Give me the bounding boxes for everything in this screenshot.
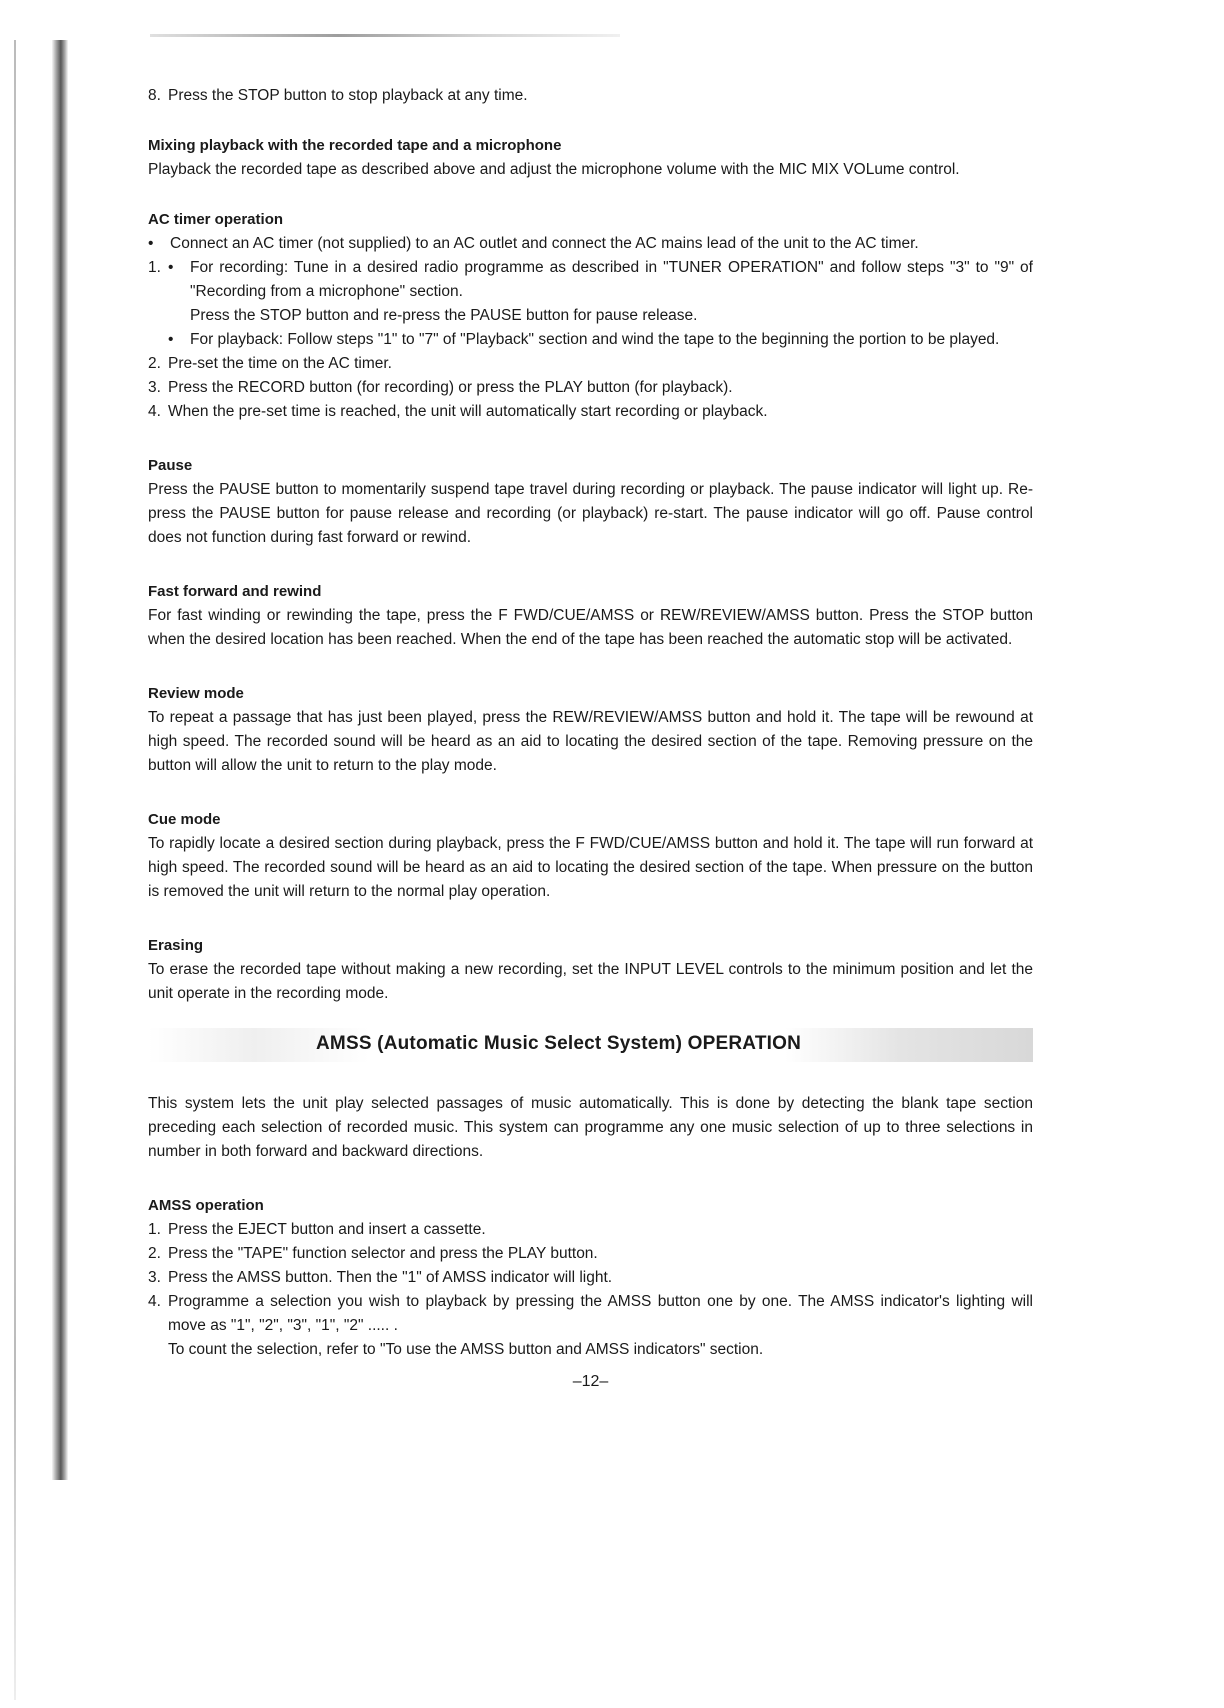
section-heading: AC timer operation [148,211,284,228]
section-body: To erase the recorded tape without making a new recording, set the INPUT LEVEL controls to the minimum position and let the unit operate in the recording mode. [148,961,1033,1002]
step-number: 4. [148,403,161,420]
list-text: Press the RECORD button (for recording) or press the PLAY button (for playback). [168,379,733,396]
section-heading: Pause [148,457,193,474]
step-number: 1. [148,1221,161,1238]
step-number: 3. [148,1269,161,1286]
section-pause [148,454,1033,550]
bullet: • [168,259,174,276]
section-heading: Mixing playback with the recorded tape and a microphone [148,137,562,154]
list-text: When the pre-set time is reached, the unit will automatically start recording or playback. [168,403,768,420]
list-item [148,376,1033,400]
list-text: For recording: Tune in a desired radio programme as described in "TUNER OPERATION" and follow steps "3" to "9" of "Recording from a microphone" section. [190,259,1033,300]
list-text: For playback: Follow steps "1" to "7" of "Playback" section and wind the tape to the beginning the portion to be played. [190,331,1000,348]
section-heading: Cue mode [148,811,221,828]
bullet: • [148,235,154,252]
section-body: For fast winding or rewinding the tape, press the F FWD/CUE/AMSS or REW/REVIEW/AMSS button. Press the STOP button when the desired location has been reached. When the end of the tape has been reached the automatic stop will be activated. [148,607,1033,648]
section-body: To repeat a passage that has just been played, press the REW/REVIEW/AMSS button and hold it. The tape will be rewound at high speed. The recorded sound will be heard as an aid to locating the desired section of the tape. Removing pressure on the button will allow the unit to return to the play mode. [148,709,1033,774]
step-number: 3. [148,379,161,396]
scan-smudge [150,34,620,37]
section-body: Press the PAUSE button to momentarily suspend tape travel during recording or playback. The pause indicator will light up. Re-press the PAUSE button for pause release and recording (or playback) re-start. The pause indicator will go off. Pause control does not function during fast forward or rewind. [148,481,1033,546]
list-text: Press the "TAPE" function selector and press the PLAY button. [168,1245,598,1262]
section-body: To rapidly locate a desired section during playback, press the F FWD/CUE/AMSS button and hold it. The tape will run forward at high speed. The recorded sound will be heard as an aid to locating the desired section of the tape. When pressure on the button is removed the unit will return to the normal play operation. [148,835,1033,900]
amss-banner-title: AMSS (Automatic Music Select System) OPERATION [316,1033,801,1054]
amss-intro: This system lets the unit play selected passages of music automatically. This is done by detecting the blank tape section preceding each selection of recorded music. This system can programme any one music selection of up to three selections in number in both forward and backward directions. [148,1095,1033,1160]
section-amss-operation [148,1194,1033,1362]
step-number: 4. [148,1293,161,1310]
list-item [148,232,1033,256]
list-text: Programme a selection you wish to playback by pressing the AMSS button one by one. The AMSS indicator's lighting will move as "1", "2", "3", "1", "2" ..... . [168,1293,1033,1334]
step-number: 2. [148,355,161,372]
section-heading: Erasing [148,937,204,954]
section-ac-timer [148,208,1033,424]
list-item [148,328,1033,352]
list-item [148,1290,1033,1338]
list-text: Pre-set the time on the AC timer. [168,355,392,372]
step-text: Press the STOP button to stop playback at any time. [168,87,528,104]
list-item [148,400,1033,424]
list-item [148,1242,1033,1266]
section-cue-mode [148,808,1033,904]
list-item [148,352,1033,376]
manual-page [148,84,1033,1394]
bullet: • [168,331,174,348]
amss-banner [148,1028,1033,1062]
section-heading: AMSS operation [148,1197,264,1214]
list-text: Connect an AC timer (not supplied) to an AC outlet and connect the AC mains lead of the unit to the AC timer. [170,235,919,252]
binding-shadow [52,40,68,1480]
list-item [148,1266,1033,1290]
section-mixing [148,134,1033,182]
step-number: 1. [148,259,161,276]
section-review-mode [148,682,1033,778]
list-note: To count the selection, refer to "To use the AMSS button and AMSS indicators" section. [168,1341,764,1358]
section-body: Playback the recorded tape as described above and adjust the microphone volume with the MIC MIX VOLume control. [148,161,960,178]
section-fast-forward [148,580,1033,652]
section-heading: Review mode [148,685,244,702]
section-heading: Fast forward and rewind [148,583,322,600]
step-number: 8. [148,87,161,104]
step-number: 2. [148,1245,161,1262]
section-erasing [148,934,1033,1006]
list-note: Press the STOP button and re-press the PAUSE button for pause release. [190,307,698,324]
list-item [148,256,1033,304]
list-item [148,1218,1033,1242]
step-8 [148,84,1033,108]
list-text: Press the EJECT button and insert a cassette. [168,1221,486,1238]
page-edge-shadow [14,40,16,1700]
page-number: –12– [572,1373,609,1390]
list-text: Press the AMSS button. Then the "1" of AMSS indicator will light. [168,1269,613,1286]
